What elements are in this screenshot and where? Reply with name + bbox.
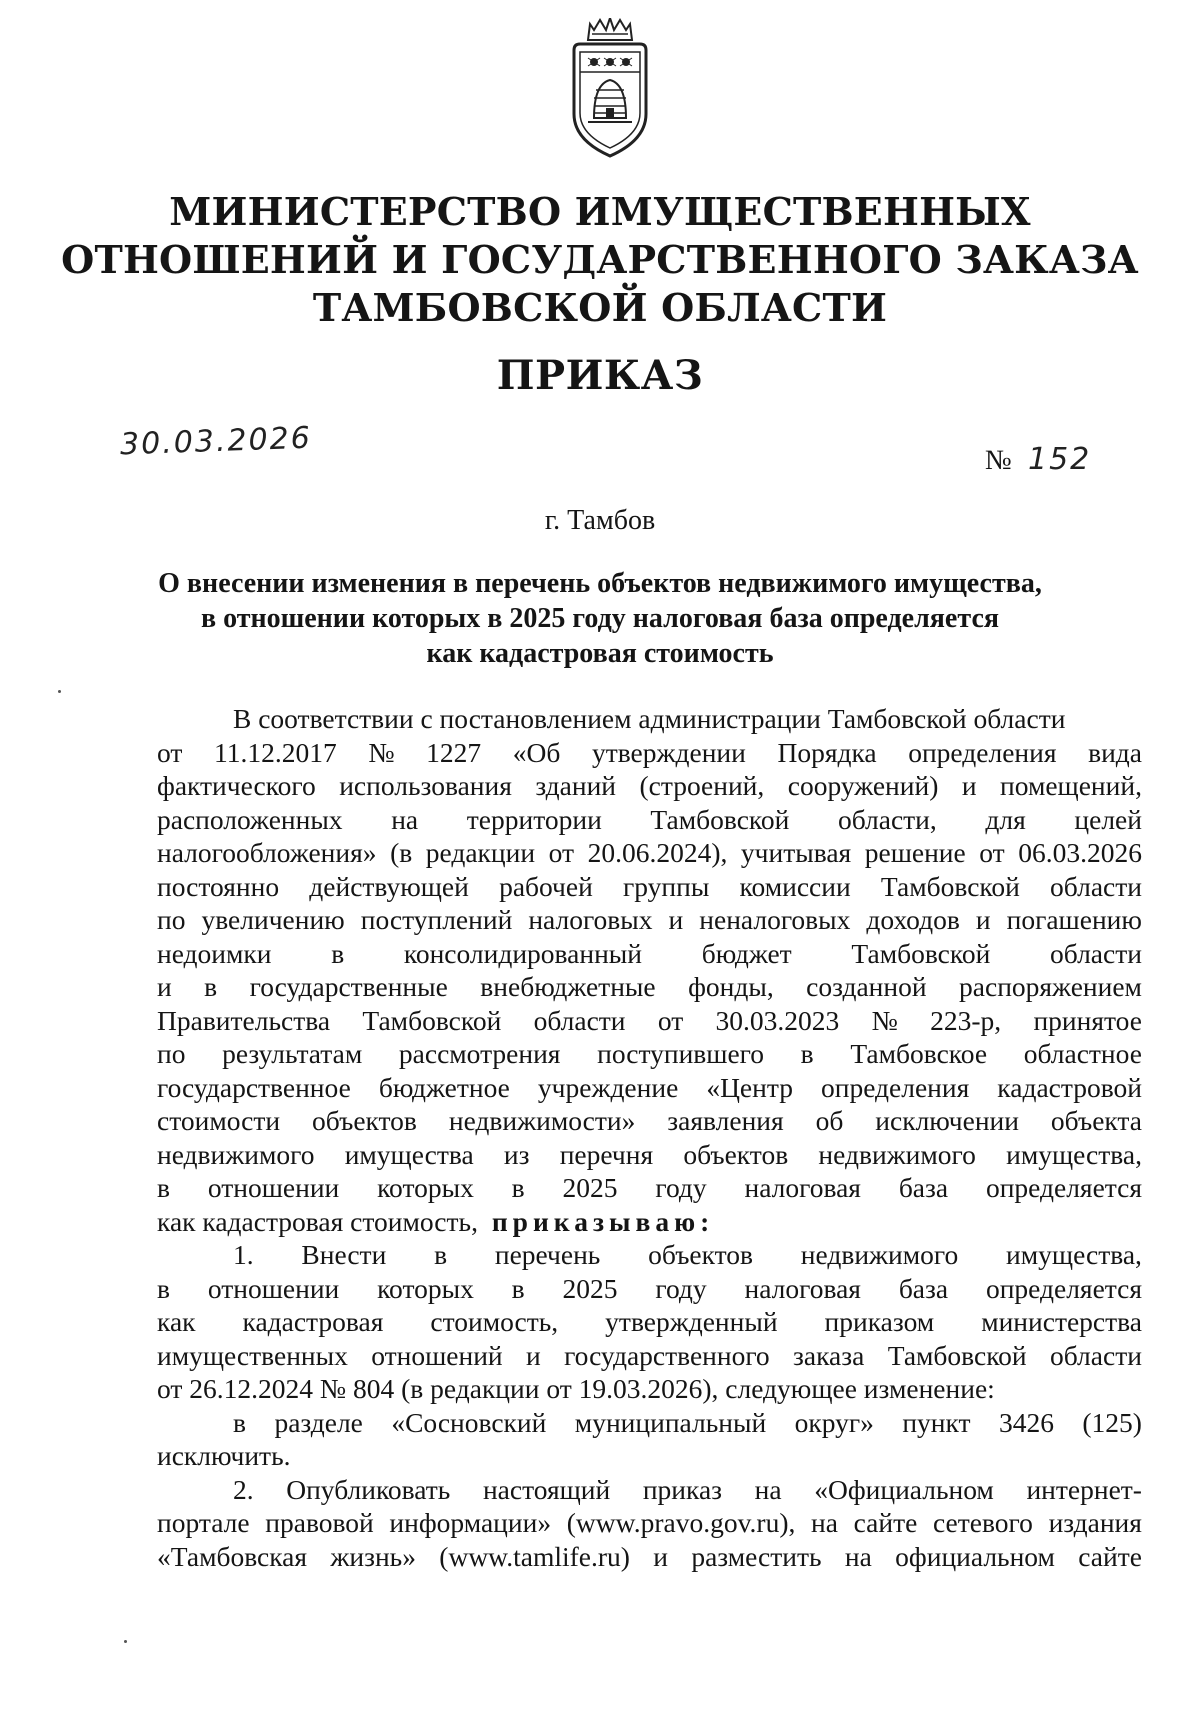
body-word: области [1050, 1339, 1142, 1371]
body-line [157, 1238, 1142, 1272]
body-word: имущества, [1006, 1239, 1142, 1270]
document-type: ПРИКАЗ [496, 352, 704, 399]
body-word: в [233, 1406, 246, 1438]
body-word: неналоговых [699, 904, 851, 935]
body-word: от [157, 736, 183, 768]
body-word: Тамбовской [851, 937, 991, 969]
body-word: 1. [233, 1239, 254, 1270]
body-word: пункт [902, 1406, 971, 1438]
body-word: Опубликовать [286, 1473, 451, 1505]
body-word: группы [623, 870, 710, 902]
body-line [157, 702, 1142, 736]
body-word: Тамбовской [650, 803, 790, 835]
body-word: в [434, 1239, 448, 1270]
body-word: областное [1023, 1038, 1142, 1069]
body-word: сайте [853, 1507, 918, 1538]
body-word: поступлений [360, 904, 513, 935]
body-word: перечня [559, 1138, 654, 1170]
body-word: объектов [683, 1138, 789, 1170]
body-word: постоянно [157, 870, 280, 902]
body-word: недвижимого [800, 1239, 959, 1270]
body-word: Тамбовской [362, 1004, 502, 1036]
body-word: которых [377, 1272, 474, 1304]
document-title [60, 566, 1140, 671]
body-word: разделе [274, 1406, 363, 1438]
body-word: настоящий [482, 1473, 611, 1505]
city: г. Тамбов [544, 505, 656, 536]
title-line: в отношении которых в 2025 году налоговая база определяется [200, 603, 1000, 634]
body-word: недвижимого [818, 1138, 976, 1170]
body-word: определения [908, 736, 1057, 768]
body-line [157, 1037, 1142, 1071]
body-word: недвижимости» [448, 1105, 636, 1136]
body-word: в [204, 971, 218, 1002]
body-word: фактического [157, 770, 316, 801]
body-word: 30.03.2023 [715, 1004, 840, 1036]
body-word: государственные [249, 971, 448, 1002]
body-word: налоговых [528, 904, 653, 935]
body-word: из [503, 1138, 530, 1170]
body-line [157, 1171, 1142, 1205]
body-word: стоимость, [430, 1306, 559, 1337]
body-word: которых [377, 1172, 474, 1203]
body-word: бюджетное [378, 1071, 510, 1103]
body-word: отношении [207, 1172, 340, 1203]
body-word: утвержденный [605, 1306, 778, 1337]
body-line [157, 870, 1142, 904]
body-line [157, 1205, 1142, 1239]
body-word: об [815, 1105, 844, 1136]
body-word: от 26.12.2024 № 804 (в редакции от 19.03.2026), следующее изменение: [157, 1373, 995, 1404]
body-word: приказ [642, 1473, 723, 1505]
body-word: определения [820, 1071, 970, 1103]
body-line [157, 1071, 1142, 1105]
body-line [157, 1473, 1142, 1507]
body-word: рабочей [499, 870, 593, 902]
body-word: Тамбовское [850, 1038, 988, 1069]
body-word: заказа [793, 1339, 865, 1371]
body-word: действующей [309, 870, 469, 902]
body-word: отношений [371, 1339, 503, 1371]
body-word: объектов [648, 1239, 754, 1270]
body-word: в [511, 1172, 525, 1203]
body-word: портале [157, 1507, 250, 1538]
body-word: интернет- [1026, 1473, 1142, 1505]
body-word: (в [390, 837, 413, 868]
body-word: 3426 [998, 1406, 1054, 1438]
body-word: и [525, 1339, 541, 1371]
body-word: и [653, 1540, 668, 1572]
body-word: имущества, [1006, 1138, 1142, 1170]
body-line [157, 1506, 1142, 1540]
body-word: редакции [425, 837, 536, 868]
body-word: вида [1088, 736, 1142, 768]
body-word: области, [837, 803, 937, 835]
body-word: 20.06.2024), [587, 837, 728, 868]
body-word: году [655, 1172, 707, 1203]
body-word: на [844, 1540, 872, 1572]
body-word: в [157, 1172, 170, 1203]
body-word: от [548, 837, 575, 868]
body-line [157, 937, 1142, 971]
body-word: заявления [667, 1105, 784, 1136]
body-word: и [668, 904, 684, 935]
body-word: «Официальном [814, 1473, 994, 1505]
title-line: как кадастровая стоимость [426, 638, 774, 669]
body-word: фонды, [688, 971, 774, 1002]
body-word: созданной [806, 971, 927, 1002]
document-body [157, 702, 1142, 1573]
body-word: государственное [157, 1071, 351, 1103]
body-word: сайте [1078, 1540, 1142, 1572]
body-word: и [157, 971, 172, 1002]
body-word: Тамбовской [880, 870, 1020, 902]
order-word: приказываю: [491, 1205, 715, 1237]
body-line [157, 970, 1142, 1004]
body-word: в [800, 1038, 814, 1069]
body-word: государственного [564, 1339, 770, 1371]
body-word: «Тамбовская [157, 1540, 308, 1572]
body-word: муниципальный [574, 1406, 767, 1438]
body-word: 2025 [562, 1172, 618, 1203]
body-line [157, 803, 1142, 837]
body-word: области [1050, 937, 1142, 969]
body-word: 2025 [562, 1272, 618, 1304]
body-word: помещений, [1000, 770, 1142, 801]
body-word: территории [466, 803, 602, 835]
body-line [157, 1104, 1142, 1138]
body-word: информации» [389, 1507, 552, 1538]
body-word: использования [339, 770, 512, 801]
body-word: году [655, 1272, 707, 1304]
ministry-line: ТАМБОВСКОЙ ОБЛАСТИ [312, 285, 888, 330]
body-word: от [979, 837, 1005, 868]
body-word: доходов [866, 904, 960, 935]
body-line [157, 1339, 1142, 1373]
body-word: в [157, 1272, 170, 1304]
body-word: налогообложения» [157, 837, 377, 868]
ministry-line: МИНИСТЕРСТВО ИМУЩЕСТВЕННЫХ [169, 189, 1031, 234]
body-word: В соответствии с постановлением администрации Тамбовской области [233, 703, 1066, 734]
body-word: сетевого [933, 1507, 1033, 1538]
body-word: округ» [794, 1406, 874, 1438]
body-word: внебюджетные [480, 971, 656, 1002]
body-word: Правительства [157, 1004, 331, 1036]
body-word: поступившего [597, 1038, 765, 1069]
body-word: разместить [691, 1540, 822, 1572]
body-line [157, 1540, 1142, 1574]
scan-speck [124, 1640, 127, 1643]
body-word: комиссии [739, 870, 851, 902]
body-word: определяется [985, 1172, 1142, 1203]
body-line [157, 1004, 1142, 1038]
body-word: объекта [1050, 1105, 1142, 1136]
body-word: по [157, 904, 186, 935]
body-word: консолидированный [403, 937, 643, 969]
body-word: жизнь» [330, 1540, 416, 1572]
body-word: Внести [301, 1239, 387, 1270]
body-word: база [898, 1272, 949, 1304]
body-word: база [898, 1172, 949, 1203]
body-word: по [157, 1038, 186, 1069]
body-word: зданий [535, 770, 617, 801]
body-word: сооружений) [787, 770, 939, 801]
body-text: как кадастровая стоимость, [157, 1205, 485, 1237]
body-word: результатам [222, 1038, 363, 1069]
ministry-line: ОТНОШЕНИЙ И ГОСУДАРСТВЕННОГО ЗАКАЗА [61, 237, 1139, 282]
body-line [157, 1406, 1142, 1440]
body-word: в [511, 1272, 525, 1304]
body-word: стоимости [157, 1105, 281, 1136]
body-word: на [811, 1507, 838, 1538]
body-word: учреждение [537, 1071, 679, 1103]
body-word: в [331, 937, 345, 969]
body-word: решение [864, 837, 966, 868]
body-word: бюджет [701, 937, 792, 969]
body-word: имущественных [157, 1339, 348, 1371]
body-word: расположенных [157, 803, 343, 835]
body-word: кадастровая [242, 1306, 384, 1337]
body-word: «Центр [706, 1071, 793, 1103]
body-line [157, 836, 1142, 870]
body-word: погашению [1006, 904, 1142, 935]
body-line [157, 1439, 1142, 1473]
body-word: 1227 [426, 736, 482, 768]
body-line [157, 1272, 1142, 1306]
body-line [157, 736, 1142, 770]
body-word: рассмотрения [398, 1038, 561, 1069]
body-word: отношении [207, 1272, 340, 1304]
body-word: имущества [344, 1138, 474, 1170]
body-word: объектов [312, 1105, 417, 1136]
body-word: налоговая [744, 1272, 861, 1304]
body-word: Порядка [777, 736, 877, 768]
body-word: 06.03.2026 [1018, 837, 1142, 868]
body-line [157, 769, 1142, 803]
body-word: области [1050, 870, 1142, 902]
body-word: определяется [985, 1272, 1142, 1304]
handwritten-date: 30.03.2026 [119, 420, 313, 463]
body-word: (строений, [639, 770, 765, 801]
body-word: (125) [1082, 1406, 1142, 1438]
body-word: налоговая [744, 1172, 861, 1203]
body-word: правовой [265, 1507, 374, 1538]
body-word: исключить. [157, 1440, 291, 1471]
scan-speck [58, 690, 61, 693]
body-word: кадастровой [997, 1071, 1142, 1103]
body-word: 2. [233, 1473, 254, 1505]
body-word: от [657, 1004, 684, 1036]
body-word: для [985, 803, 1026, 835]
body-word: Тамбовской [887, 1339, 1027, 1371]
body-word: № [368, 736, 395, 768]
body-word: как [157, 1306, 196, 1337]
ministry-name [0, 188, 1200, 332]
body-word: «Сосновский [391, 1406, 547, 1438]
body-word: утверждении [591, 736, 746, 768]
body-word: министерства [981, 1306, 1142, 1337]
body-word: (www.tamlife.ru) [439, 1540, 630, 1572]
body-word: официальном [895, 1540, 1055, 1572]
body-line [157, 903, 1142, 937]
body-word: области [533, 1004, 626, 1036]
body-word: на [391, 803, 419, 835]
handwritten-number: 152 [1028, 442, 1092, 477]
coat-of-arms-emblem [564, 18, 656, 160]
number-label: № [985, 445, 1012, 476]
body-line [157, 1305, 1142, 1339]
body-line [157, 1372, 1142, 1406]
body-word: учитывая [740, 837, 852, 868]
body-word: «Об [512, 736, 561, 768]
body-word: недвижимого [157, 1138, 315, 1170]
body-word: на [754, 1473, 782, 1505]
title-line: О внесении изменения в перечень объектов недвижимого имущества, [158, 568, 1042, 599]
body-word: увеличению [201, 904, 345, 935]
body-word: 223-р, [930, 1004, 1002, 1036]
body-word: приказом [824, 1306, 935, 1337]
body-word: и [961, 770, 977, 801]
body-word: перечень [494, 1239, 601, 1270]
body-word: издания [1048, 1507, 1142, 1538]
body-word: № [871, 1004, 898, 1036]
body-word: распоряжением [959, 971, 1142, 1002]
body-line [157, 1138, 1142, 1172]
body-word: принятое [1033, 1004, 1142, 1036]
body-word: и [975, 904, 991, 935]
body-word: 11.12.2017 [214, 736, 337, 768]
body-word: целей [1074, 803, 1142, 835]
body-word: исключении [875, 1105, 1019, 1136]
body-word: (www.pravo.gov.ru), [566, 1507, 796, 1538]
body-word: недоимки [157, 937, 272, 969]
